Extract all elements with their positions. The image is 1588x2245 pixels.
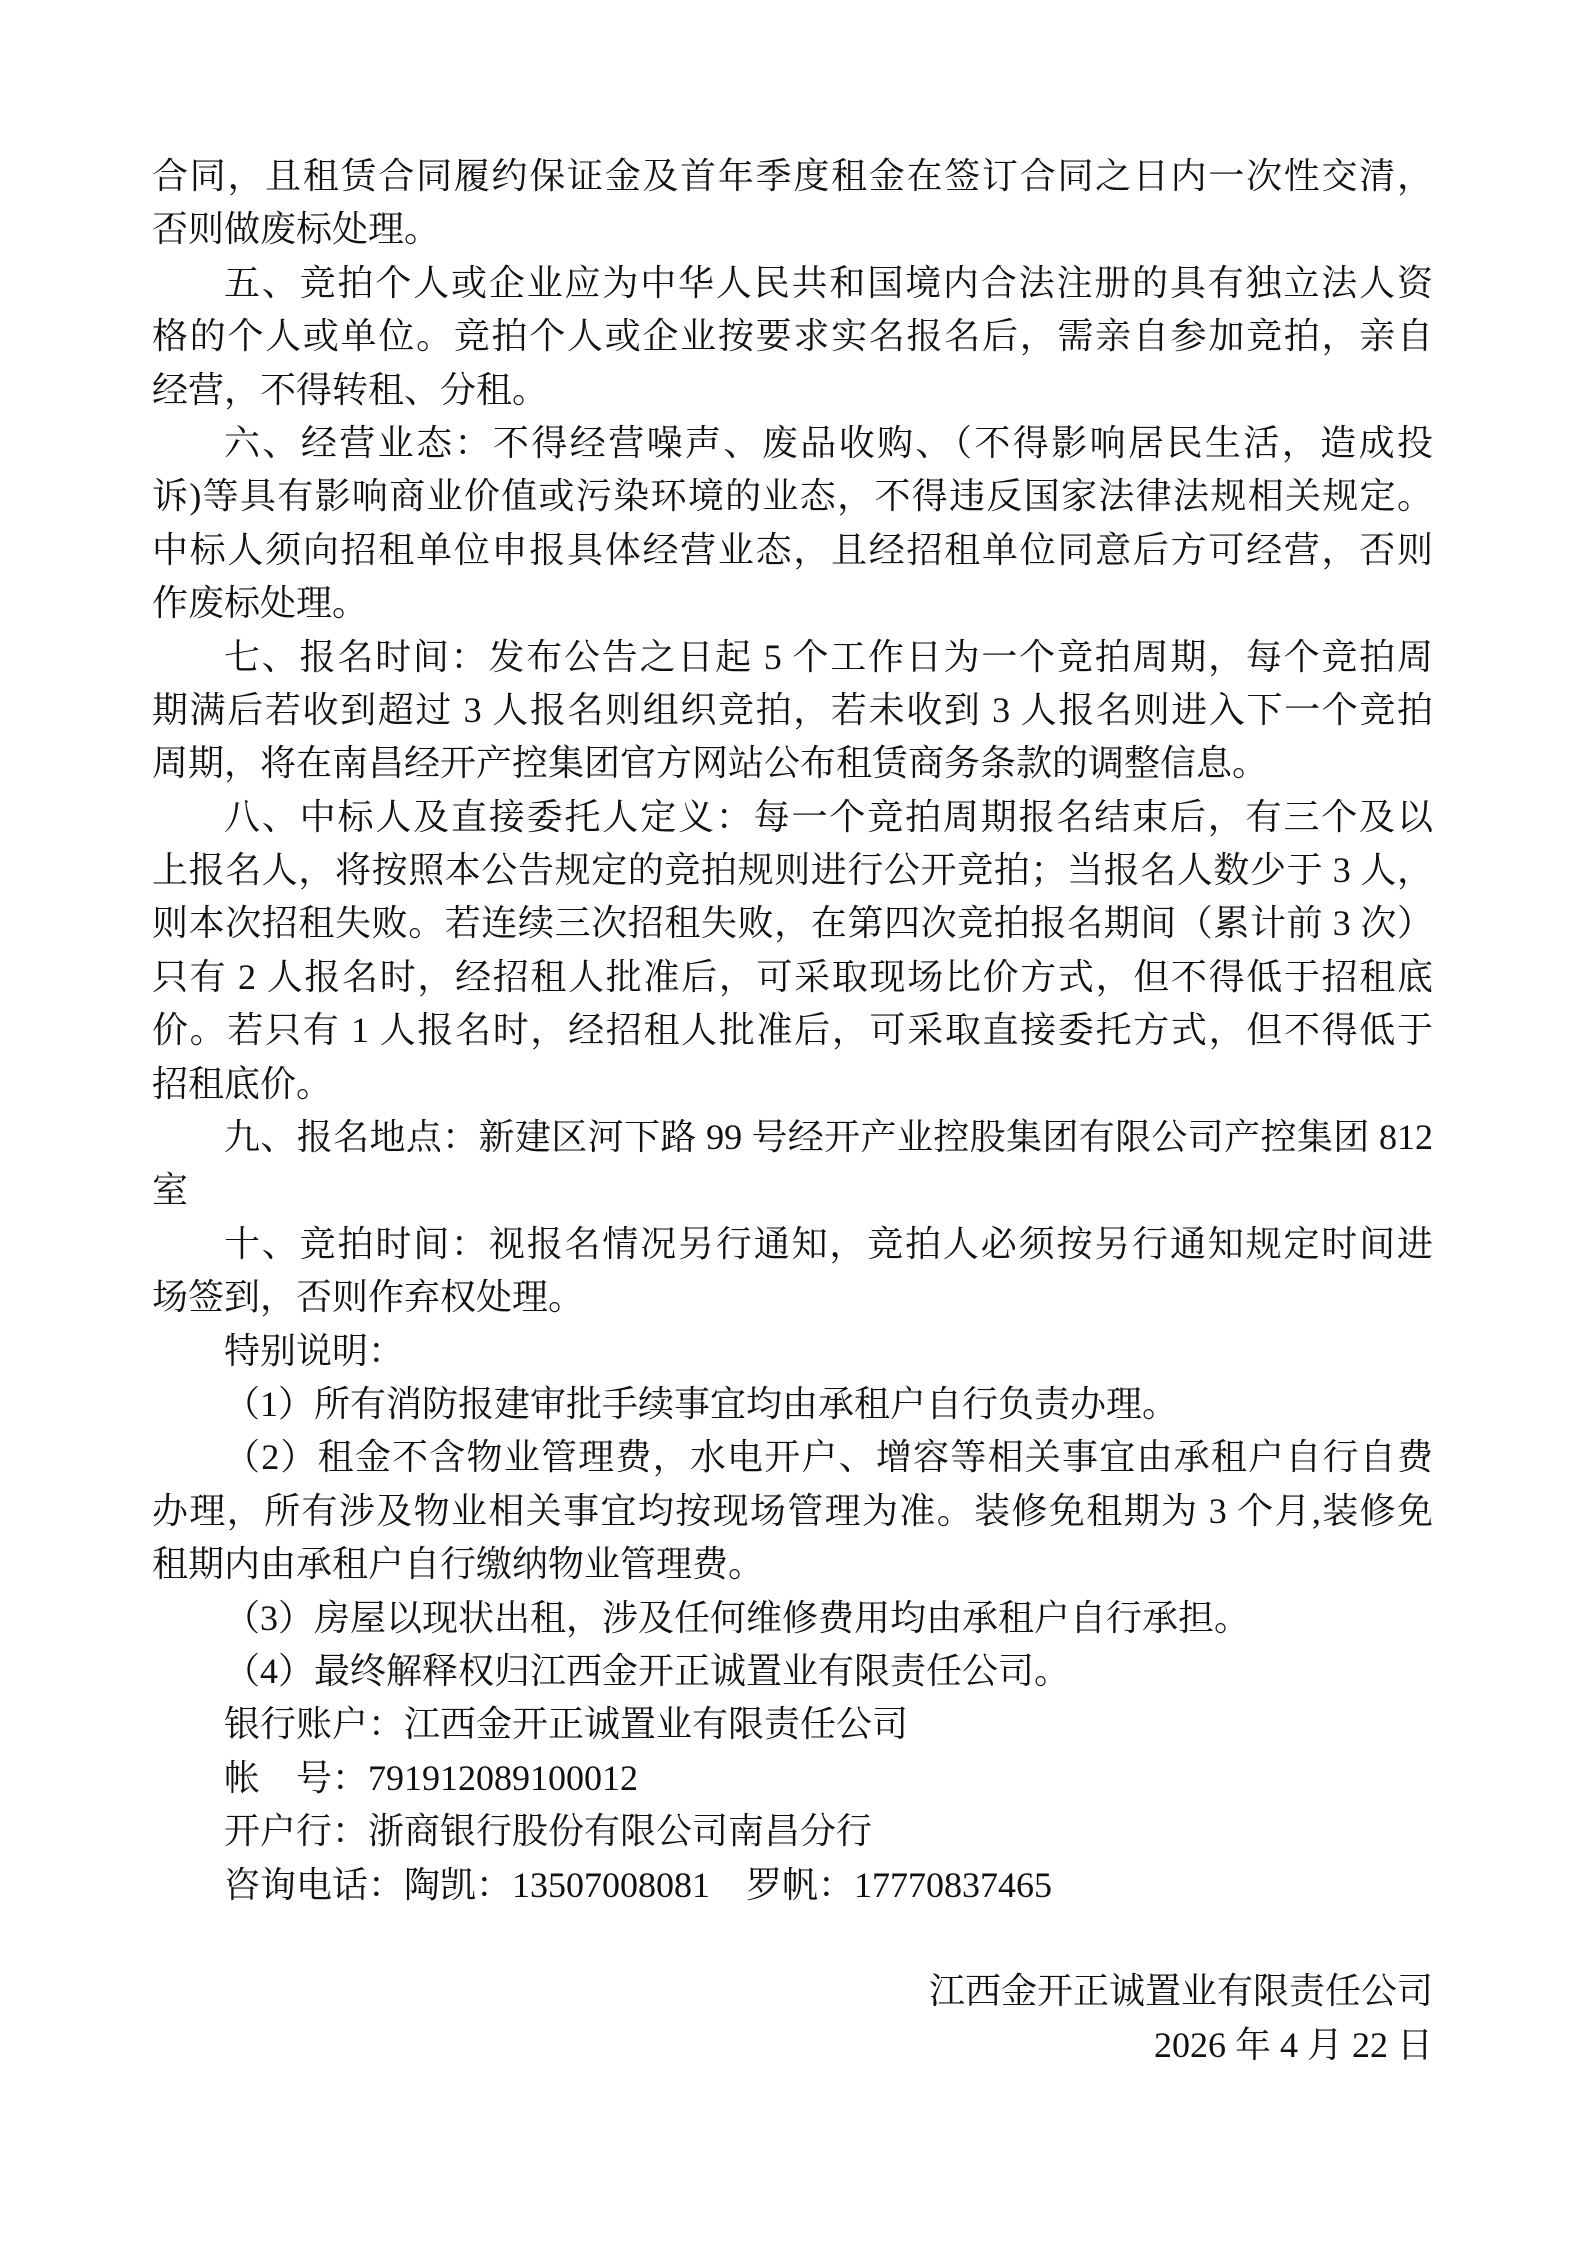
document-line: 作废标处理。 bbox=[152, 583, 369, 624]
document-line: 室 bbox=[152, 1170, 189, 1211]
document-line: 否则做废标处理。 bbox=[152, 209, 441, 250]
document-line: 咨询电话：陶凯：13507008081 罗帆：17770837465 bbox=[224, 1864, 1053, 1905]
document-line: 期满后若收到超过 3 人报名则组织竞拍，若未收到 3 人报名则进入下一个竞拍 bbox=[152, 689, 1433, 730]
document-line: 招租底价。 bbox=[152, 1063, 333, 1104]
document-line: 则本次招租失败。若连续三次招租失败，在第四次竞拍报名期间（累计前 3 次） bbox=[152, 903, 1433, 944]
document-line: 只有 2 人报名时，经招租人批准后，可采取现场比价方式，但不得低于招租底 bbox=[152, 956, 1433, 997]
document-line: 上报名人，将按照本公告规定的竞拍规则进行公开竞拍；当报名人数少于 3 人， bbox=[152, 850, 1433, 891]
document-line: 银行账户：江西金开正诚置业有限责任公司 bbox=[224, 1704, 909, 1745]
document-line: 八、中标人及直接委托人定义：每一个竞拍周期报名结束后，有三个及以 bbox=[224, 796, 1433, 837]
document-line: 合同，且租赁合同履约保证金及首年季度租金在签订合同之日内一次性交清， bbox=[152, 156, 1433, 196]
document-line: 周期，将在南昌经开产控集团官方网站公布租赁商务条款的调整信息。 bbox=[152, 743, 1269, 784]
blank-line bbox=[152, 1912, 1433, 1965]
document-line: 十、竞拍时间：视报名情况另行通知，竞拍人必须按另行通知规定时间进 bbox=[224, 1223, 1433, 1264]
document-line: （1）所有消防报建审批手续事宜均由承租户自行负责办理。 bbox=[224, 1383, 1179, 1424]
document-line: 办理，所有涉及物业相关事宜均按现场管理为准。装修免租期为 3 个月,装修免 bbox=[152, 1490, 1433, 1531]
document-line: 价。若只有 1 人报名时，经招租人批准后，可采取直接委托方式，但不得低于 bbox=[152, 1010, 1433, 1051]
document-line: 场签到，否则作弃权处理。 bbox=[152, 1277, 585, 1318]
document-line: 江西金开正诚置业有限责任公司 bbox=[928, 1971, 1433, 2012]
document-line: 格的个人或单位。竞拍个人或企业按要求实名报名后，需亲自参加竞拍，亲自 bbox=[152, 316, 1433, 357]
document-line: （3）房屋以现状出租，涉及任何维修费用均由承租户自行承担。 bbox=[224, 1597, 1251, 1638]
document-line: 中标人须向招租单位申报具体经营业态，且经招租单位同意后方可经营，否则 bbox=[152, 529, 1433, 570]
document-line: 2026 年 4 月 22 日 bbox=[1153, 2024, 1433, 2065]
document-line: （4）最终解释权归江西金开正诚置业有限责任公司。 bbox=[224, 1650, 1071, 1691]
document-line: 五、竞拍个人或企业应为中华人民共和国境内合法注册的具有独立法人资 bbox=[224, 262, 1433, 303]
document-line: 诉)等具有影响商业价值或污染环境的业态，不得违反国家法律法规相关规定。 bbox=[152, 476, 1433, 517]
document-page bbox=[152, 150, 1433, 2072]
document-line: 经营，不得转租、分租。 bbox=[152, 369, 549, 410]
document-line: 特别说明： bbox=[224, 1330, 405, 1371]
document-line: 七、报名时间：发布公告之日起 5 个工作日为一个竞拍周期，每个竞拍周 bbox=[224, 636, 1433, 677]
document-line: 六、经营业态：不得经营噪声、废品收购、（不得影响居民生活，造成投 bbox=[224, 422, 1433, 463]
document-line: 开户行：浙商银行股份有限公司南昌分行 bbox=[224, 1811, 873, 1852]
document-line: 帐 号：791912089100012 bbox=[224, 1757, 639, 1798]
document-line: 九、报名地点：新建区河下路 99 号经开产业控股集团有限公司产控集团 812 bbox=[224, 1117, 1433, 1158]
document-line: 租期内由承租户自行缴纳物业管理费。 bbox=[152, 1544, 765, 1585]
document-line: （2）租金不含物业管理费，水电开户、增容等相关事宜由承租户自行自费 bbox=[224, 1437, 1433, 1478]
